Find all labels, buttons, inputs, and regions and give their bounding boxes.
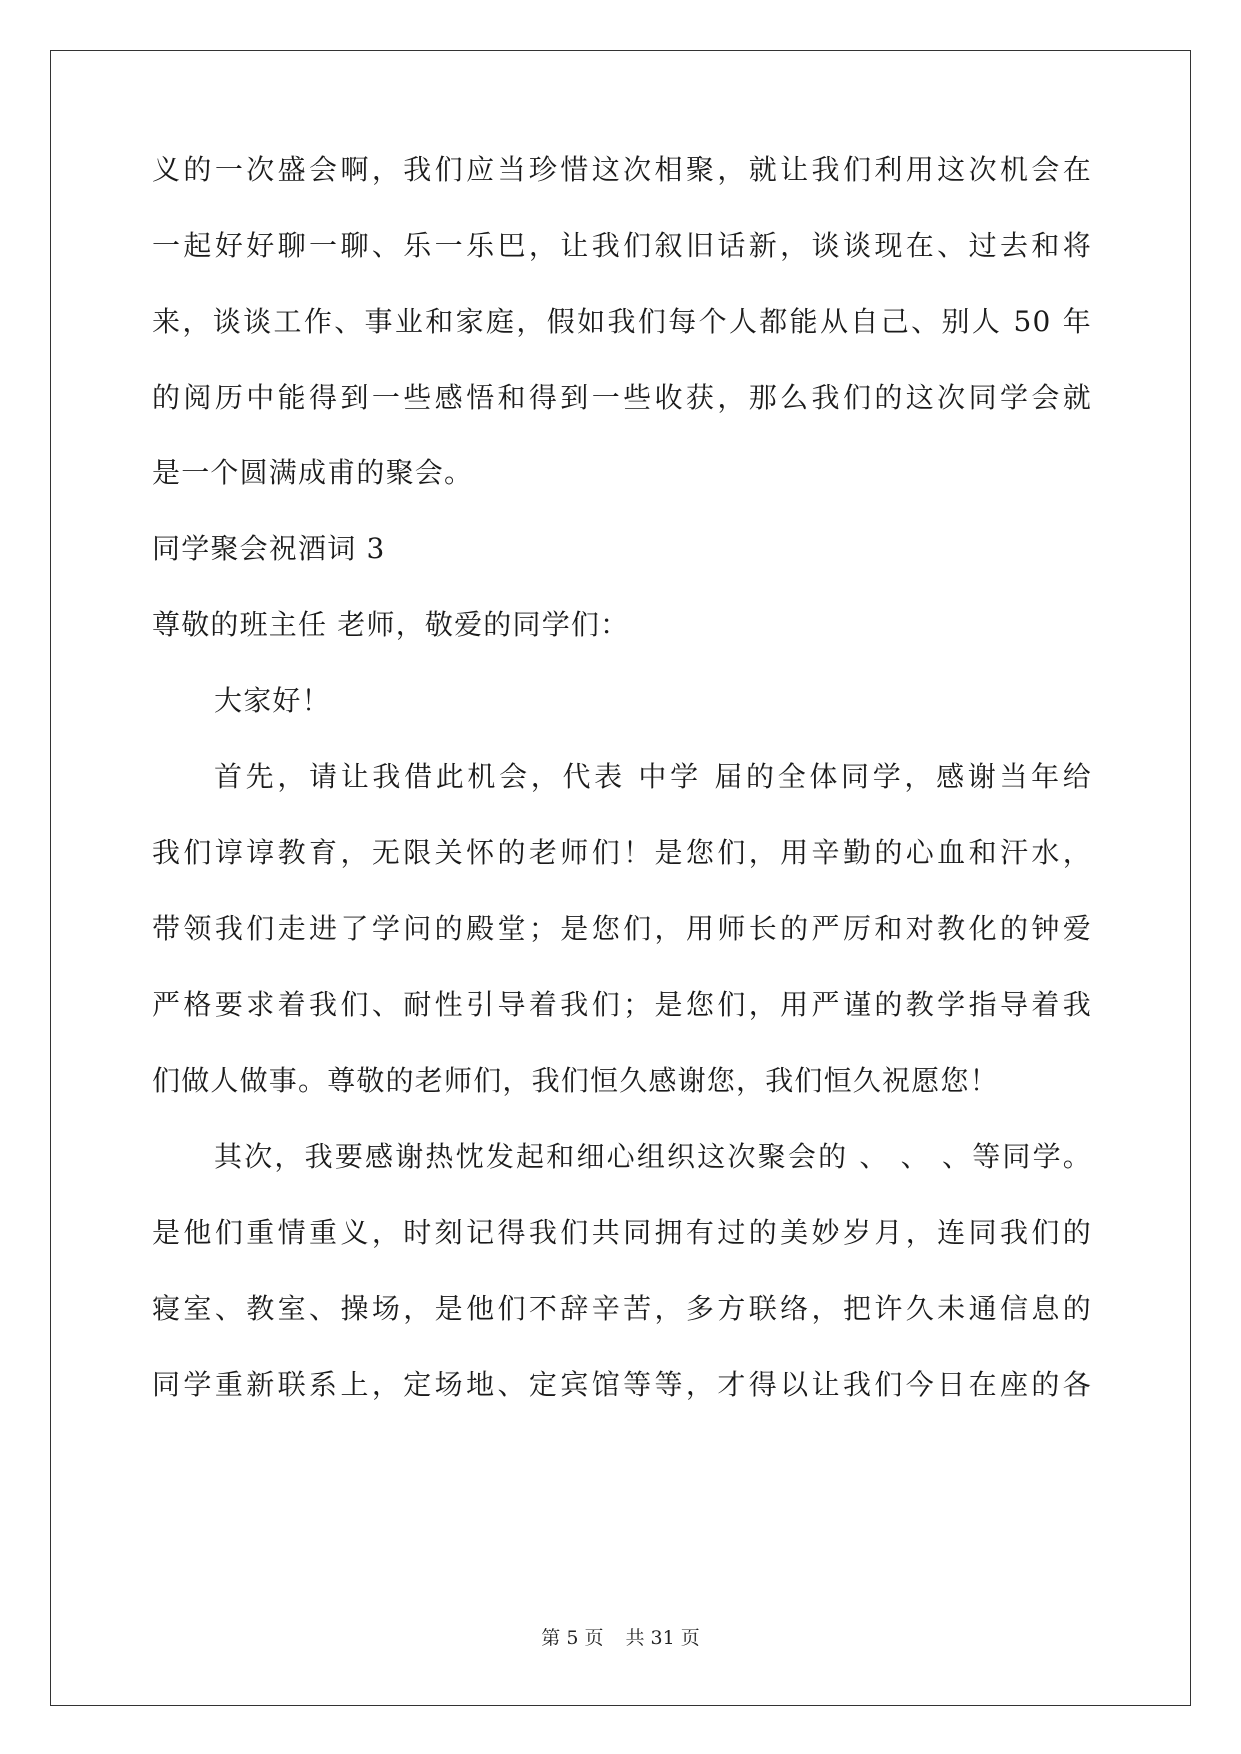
paragraph-line: 其次，我要感谢热忱发起和细心组织这次聚会的 、 、 、等同学。 bbox=[214, 1140, 1092, 1173]
paragraph-line: 严格要求着我们、耐性引导着我们；是您们，用严谨的教学指导着我 bbox=[152, 988, 1092, 1021]
paragraph-line: 是他们重情重义，时刻记得我们共同拥有过的美妙岁月，连同我们的 bbox=[152, 1216, 1092, 1249]
page-number: 第 5 页 bbox=[541, 1627, 604, 1649]
paragraph-line: 我们谆谆教育，无限关怀的老师们！是您们，用辛勤的心血和汗水， bbox=[152, 836, 1092, 869]
paragraph-line: 们做人做事。尊敬的老师们，我们恒久感谢您，我们恒久祝愿您！ bbox=[152, 1064, 999, 1097]
paragraph-line: 的阅历中能得到一些感悟和得到一些收获，那么我们的这次同学会就 bbox=[152, 381, 1092, 414]
paragraph-line: 寝室、教室、操场，是他们不辞辛苦，多方联络，把许久未通信息的 bbox=[152, 1292, 1092, 1325]
page-border bbox=[50, 50, 1191, 1706]
page-footer bbox=[0, 1623, 1241, 1650]
paragraph-line: 是一个圆满成甫的聚会。 bbox=[152, 456, 474, 489]
paragraph-line: 一起好好聊一聊、乐一乐巴，让我们叙旧话新，谈谈现在、过去和将 bbox=[152, 229, 1092, 262]
paragraph-line: 同学重新联系上，定场地、定宾馆等等，才得以让我们今日在座的各 bbox=[152, 1368, 1092, 1401]
salutation: 尊敬的班主任 老师，敬爱的同学们： bbox=[152, 608, 630, 641]
paragraph-line: 来，谈谈工作、事业和家庭，假如我们每个人都能从自己、别人 50 年 bbox=[152, 305, 1092, 338]
paragraph-line: 带领我们走进了学问的殿堂；是您们，用师长的严厉和对教化的钟爱 bbox=[152, 912, 1092, 945]
page-total: 共 31 页 bbox=[625, 1627, 700, 1649]
paragraph-line: 义的一次盛会啊，我们应当珍惜这次相聚，就让我们利用这次机会在 bbox=[152, 153, 1092, 186]
paragraph-line: 首先，请让我借此机会，代表 中学 届的全体同学，感谢当年给 bbox=[214, 760, 1092, 793]
greeting: 大家好！ bbox=[214, 684, 331, 717]
section-heading: 同学聚会祝酒词 3 bbox=[152, 532, 386, 565]
